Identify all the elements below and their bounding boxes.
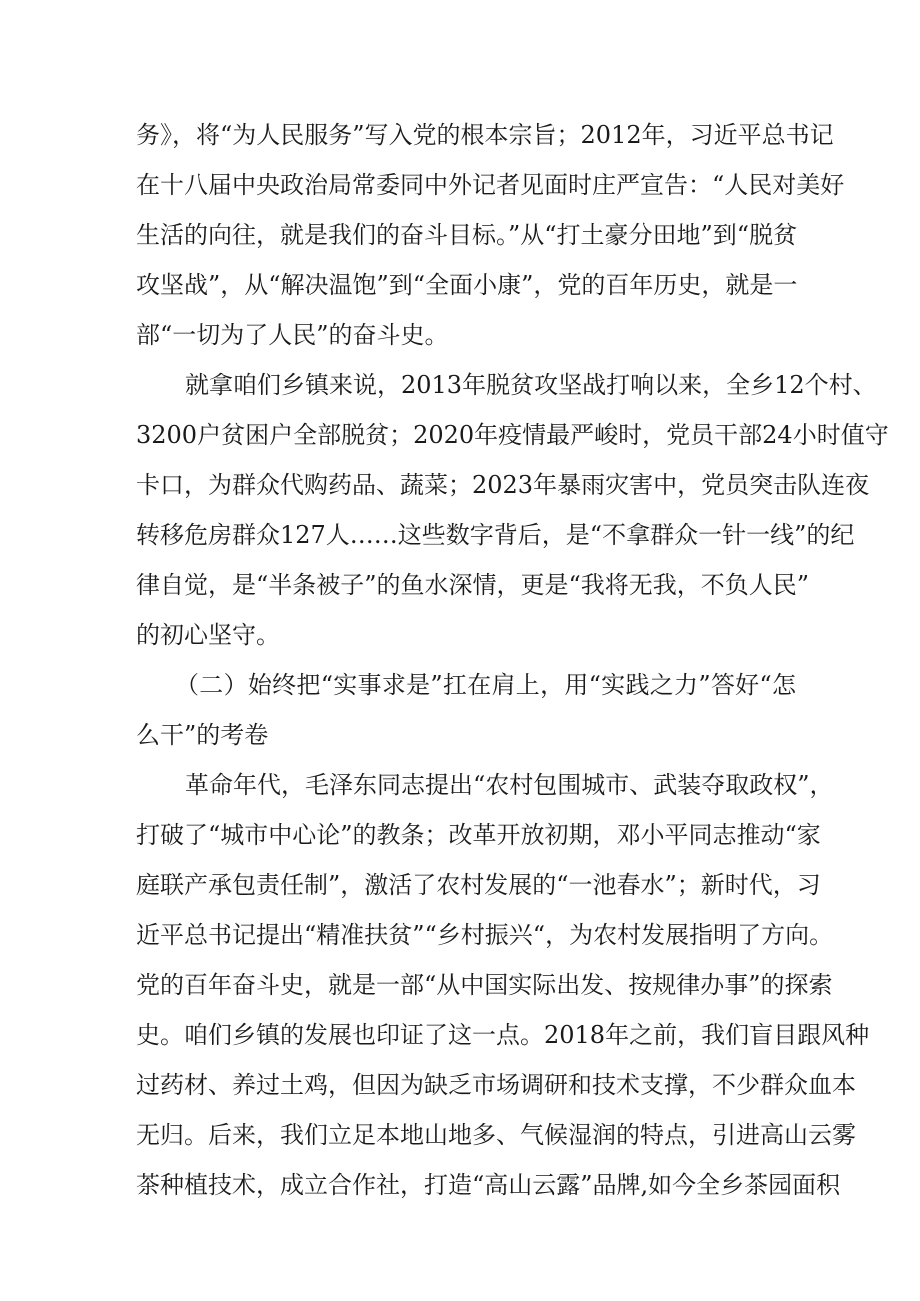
paragraph-line: 务》，将“为人民服务”写入党的根本宗旨；2012年，习近平总书记 (136, 121, 834, 149)
paragraph-line: 3200户贫困户全部脱贫；2020年疫情最严峻时，党员干部24小时值守 (136, 421, 889, 449)
paragraph-line: 在十八届中央政治局常委同中外记者见面时庄严宣告：“人民对美好 (136, 171, 845, 199)
paragraph-line: 攻坚战”，从“解决温饱”到“全面小康”，党的百年历史，就是一 (136, 271, 798, 299)
paragraph-line: 的初心坚守。 (136, 621, 280, 649)
paragraph-line: 过药材、养过土鸡，但因为缺乏市场调研和技术支撑，不少群众血本 (136, 1071, 856, 1099)
paragraph-line: 党的百年奋斗史，就是一部“从中国实际出发、按规律办事”的探索 (136, 971, 833, 999)
paragraph-line: 部“一切为了人民”的奋斗史。 (136, 321, 449, 349)
paragraph-line: 茶种植技术，成立合作社，打造“高山云露”品牌,如今全乡茶园面积 (136, 1171, 841, 1199)
section-heading-line: 么干”的考卷 (136, 721, 269, 749)
paragraph-line: 打破了“城市中心论”的教条；改革开放初期，邓小平同志推动“家 (136, 821, 821, 849)
paragraph-line: 生活的向往，就是我们的奋斗目标。”从“打土豪分田地”到“脱贫 (136, 221, 798, 249)
paragraph-line: 卡口，为群众代购药品、蔬菜；2023年暴雨灾害中，党员突击队连夜 (136, 471, 870, 499)
section-heading-line: （二）始终把“实事求是”扛在肩上，用“实践之力”答好“怎 (175, 671, 796, 699)
paragraph-line: 律自觉，是“半条被子”的鱼水深情，更是“我将无我，不负人民” (136, 571, 810, 599)
paragraph-line: 就拿咱们乡镇来说，2013年脱贫攻坚战打响以来，全乡12个村、 (185, 371, 877, 399)
paragraph-line: 庭联产承包责任制”，激活了农村发展的“一池春水”；新时代，习 (136, 871, 821, 899)
paragraph-line: 转移危房群众127人……这些数字背后，是“不拿群众一针一线”的纪 (136, 521, 855, 549)
paragraph-line: 近平总书记提出“精准扶贫”“乡村振兴“，为农村发展指明了方向。 (136, 921, 834, 949)
paragraph-line: 史。咱们乡镇的发展也印证了这一点。2018年之前，我们盲目跟风种 (136, 1021, 870, 1049)
paragraph-line: 革命年代，毛泽东同志提出“农村包围城市、武装夺取政权”， (185, 771, 834, 799)
paragraph-line: 无归。后来，我们立足本地山地多、气候湿润的特点，引进高山云雾 (136, 1121, 856, 1149)
